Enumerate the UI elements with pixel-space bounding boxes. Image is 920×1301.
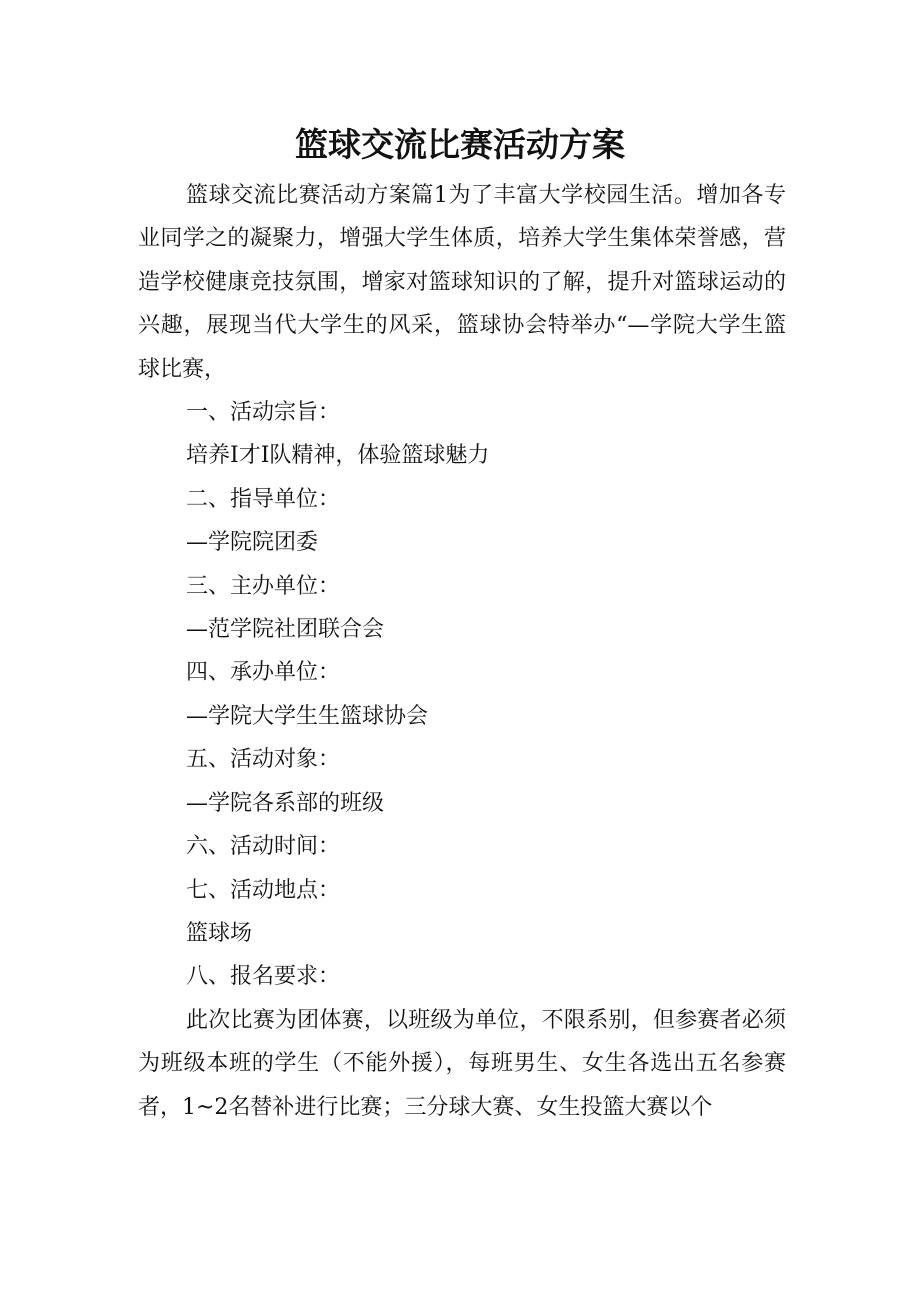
section-content-organizer-unit: —学院大学生生篮球协会 xyxy=(186,703,429,729)
registration-paragraph: 此次比赛为团体赛，以班级为单位，不限系别，但参赛者必须为班级本班的学生（不能外援），每班男生、女生各选出五名参赛者，1~2名替补进行比赛；三分球大赛、女生投篮大赛以个 xyxy=(138,1007,786,1120)
section-heading-location: 七、活动地点： xyxy=(186,877,341,903)
section-content-host-unit: —范学院社团联合会 xyxy=(186,617,385,643)
document-title: 篮球交流比赛活动方案 xyxy=(295,125,625,164)
section-heading-host-unit: 三、主办单位： xyxy=(186,573,341,599)
intro-paragraph: 篮球交流比赛活动方案篇1为了丰富大学校园生活。增加各专业同学之的凝聚力，增强大学生体质，培养大学生集体荣誉感，营造学校健康竞技氛围，增家对篮球知识的了解，提升对篮球运动的兴趣，展现当代大学生的风采，篮球协会特举办“—学院大学生篮球比赛， xyxy=(138,183,786,382)
section-heading-time: 六、活动时间： xyxy=(186,834,341,860)
section-content-guidance-unit: —学院院团委 xyxy=(186,530,319,556)
document-body xyxy=(138,174,786,1129)
section-content-location: 篮球场 xyxy=(186,920,253,946)
section-content-participants: —学院各系部的班级 xyxy=(186,790,385,816)
section-content-purpose: 培养I才I队精神，体验篮球魅力 xyxy=(186,443,490,469)
section-heading-registration: 八、报名要求： xyxy=(186,964,341,990)
section-heading-organizer-unit: 四、承办单位： xyxy=(186,660,341,686)
section-heading-purpose: 一、活动宗旨： xyxy=(186,400,341,426)
section-heading-participants: 五、活动对象： xyxy=(186,747,341,773)
section-heading-guidance-unit: 二、指导单位： xyxy=(186,486,341,512)
